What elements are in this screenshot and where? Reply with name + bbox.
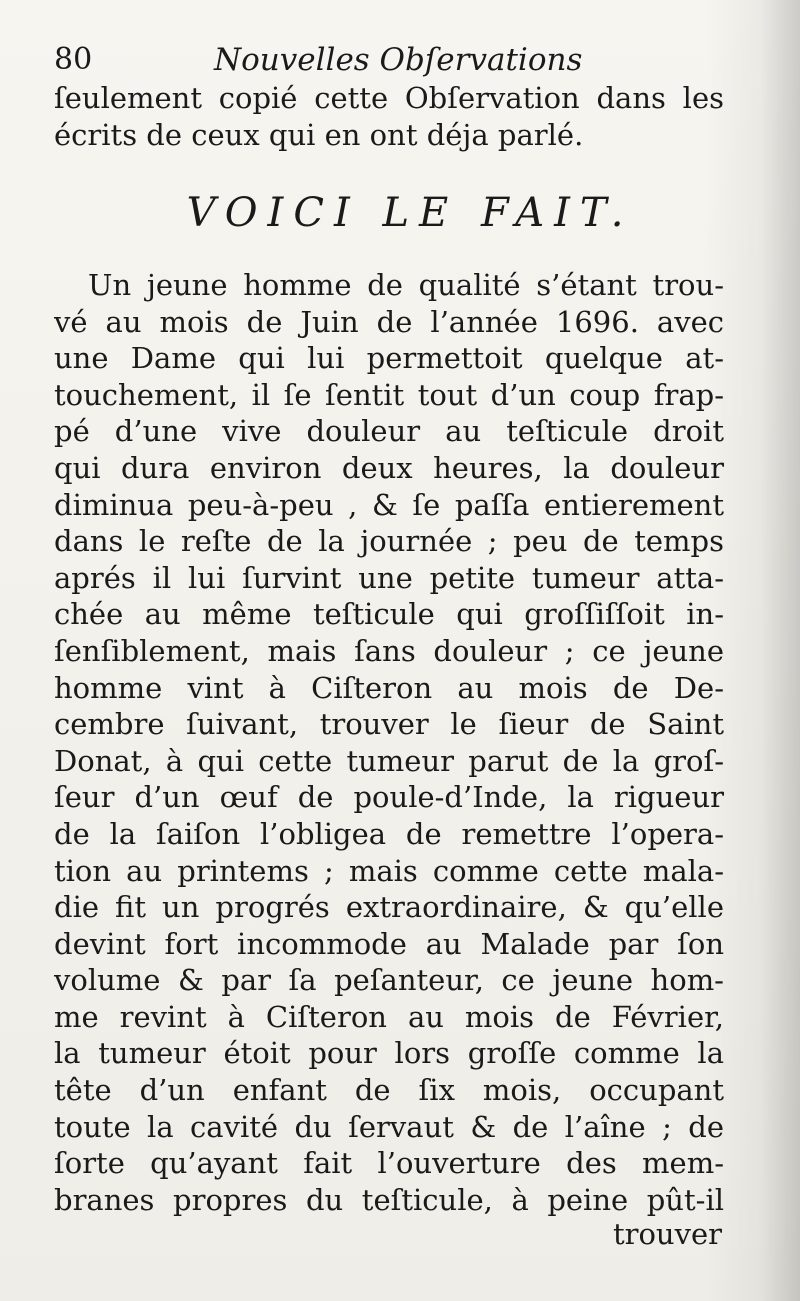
- text-line: écrits de ceux qui en ont déja parlé.: [54, 117, 584, 152]
- text-line: diminua peu-à-peu , & ſe paſſa entierement: [54, 487, 724, 522]
- text-line: tion au printems ; mais comme cette mala-: [54, 853, 724, 888]
- text-line: ſenſiblement, mais ſans douleur ; ce jeune: [54, 633, 724, 668]
- text-line: devint fort incommode au Malade par ſon: [54, 926, 724, 961]
- text-line: chée au même teſticule qui groſſiſſoit in-: [54, 597, 724, 632]
- text-line: toute la cavité du ſervaut & de l’aîne ; de: [54, 1109, 724, 1144]
- text-line: Un jeune homme de qualité s’étant trou-: [88, 268, 724, 302]
- text-line: qui dura environ deux heures, la douleur: [54, 450, 724, 485]
- text-line: touchement, il ſe ſentit tout d’un coup frap-: [54, 377, 724, 412]
- text-line: ſeur d’un œuf de poule-d’Inde, la rigueur: [54, 780, 724, 815]
- text-line: die fit un progrés extraordinaire, & qu’elle: [54, 890, 724, 925]
- text-line: volume & par ſa peſanteur, ce jeune hom-: [54, 963, 724, 998]
- text-line: homme vint à Ciſteron au mois de De-: [54, 670, 724, 705]
- text-line: me revint à Ciſteron au mois de Février,: [54, 999, 724, 1034]
- text-line: aprés il lui ſurvint une petite tumeur atta-: [54, 560, 724, 595]
- text-line: branes propres du teſticule, à peine pût-il: [54, 1182, 724, 1217]
- text-line: ſeulement copié cette Obſervation dans les: [54, 81, 724, 115]
- text-line: tête d’un enfant de ſix mois, occupant: [54, 1073, 724, 1108]
- text-line: de la ſaiſon l’obligea de remettre l’opera-: [54, 816, 724, 851]
- text-line: pé d’une vive douleur au teſticule droit: [54, 414, 724, 449]
- text-line: ſorte qu’ayant fait l’ouverture des mem-: [54, 1146, 724, 1181]
- text-line: cembre ſuivant, trouver le ſieur de Saint: [54, 707, 724, 742]
- running-title: Nouvelles Obſervations: [214, 42, 583, 78]
- page-number: 80: [54, 42, 93, 77]
- text-line: vé au mois de Juin de l’année 1696. avec: [54, 304, 724, 339]
- catchword: trouver: [612, 1217, 722, 1251]
- text-line: Donat, à qui cette tumeur parut de la groſ-: [54, 743, 724, 778]
- body-paragraph: [54, 267, 724, 1218]
- text-line: une Dame qui lui permettoit quelque at-: [54, 341, 724, 376]
- text-line: dans le reſte de la journée ; peu de temps: [54, 524, 724, 559]
- continuation-paragraph: [54, 80, 724, 153]
- section-heading: VOICI LE FAIT.: [186, 190, 634, 236]
- text-line: la tumeur étoit pour lors groſſe comme la: [54, 1036, 724, 1071]
- page-header: [54, 36, 734, 86]
